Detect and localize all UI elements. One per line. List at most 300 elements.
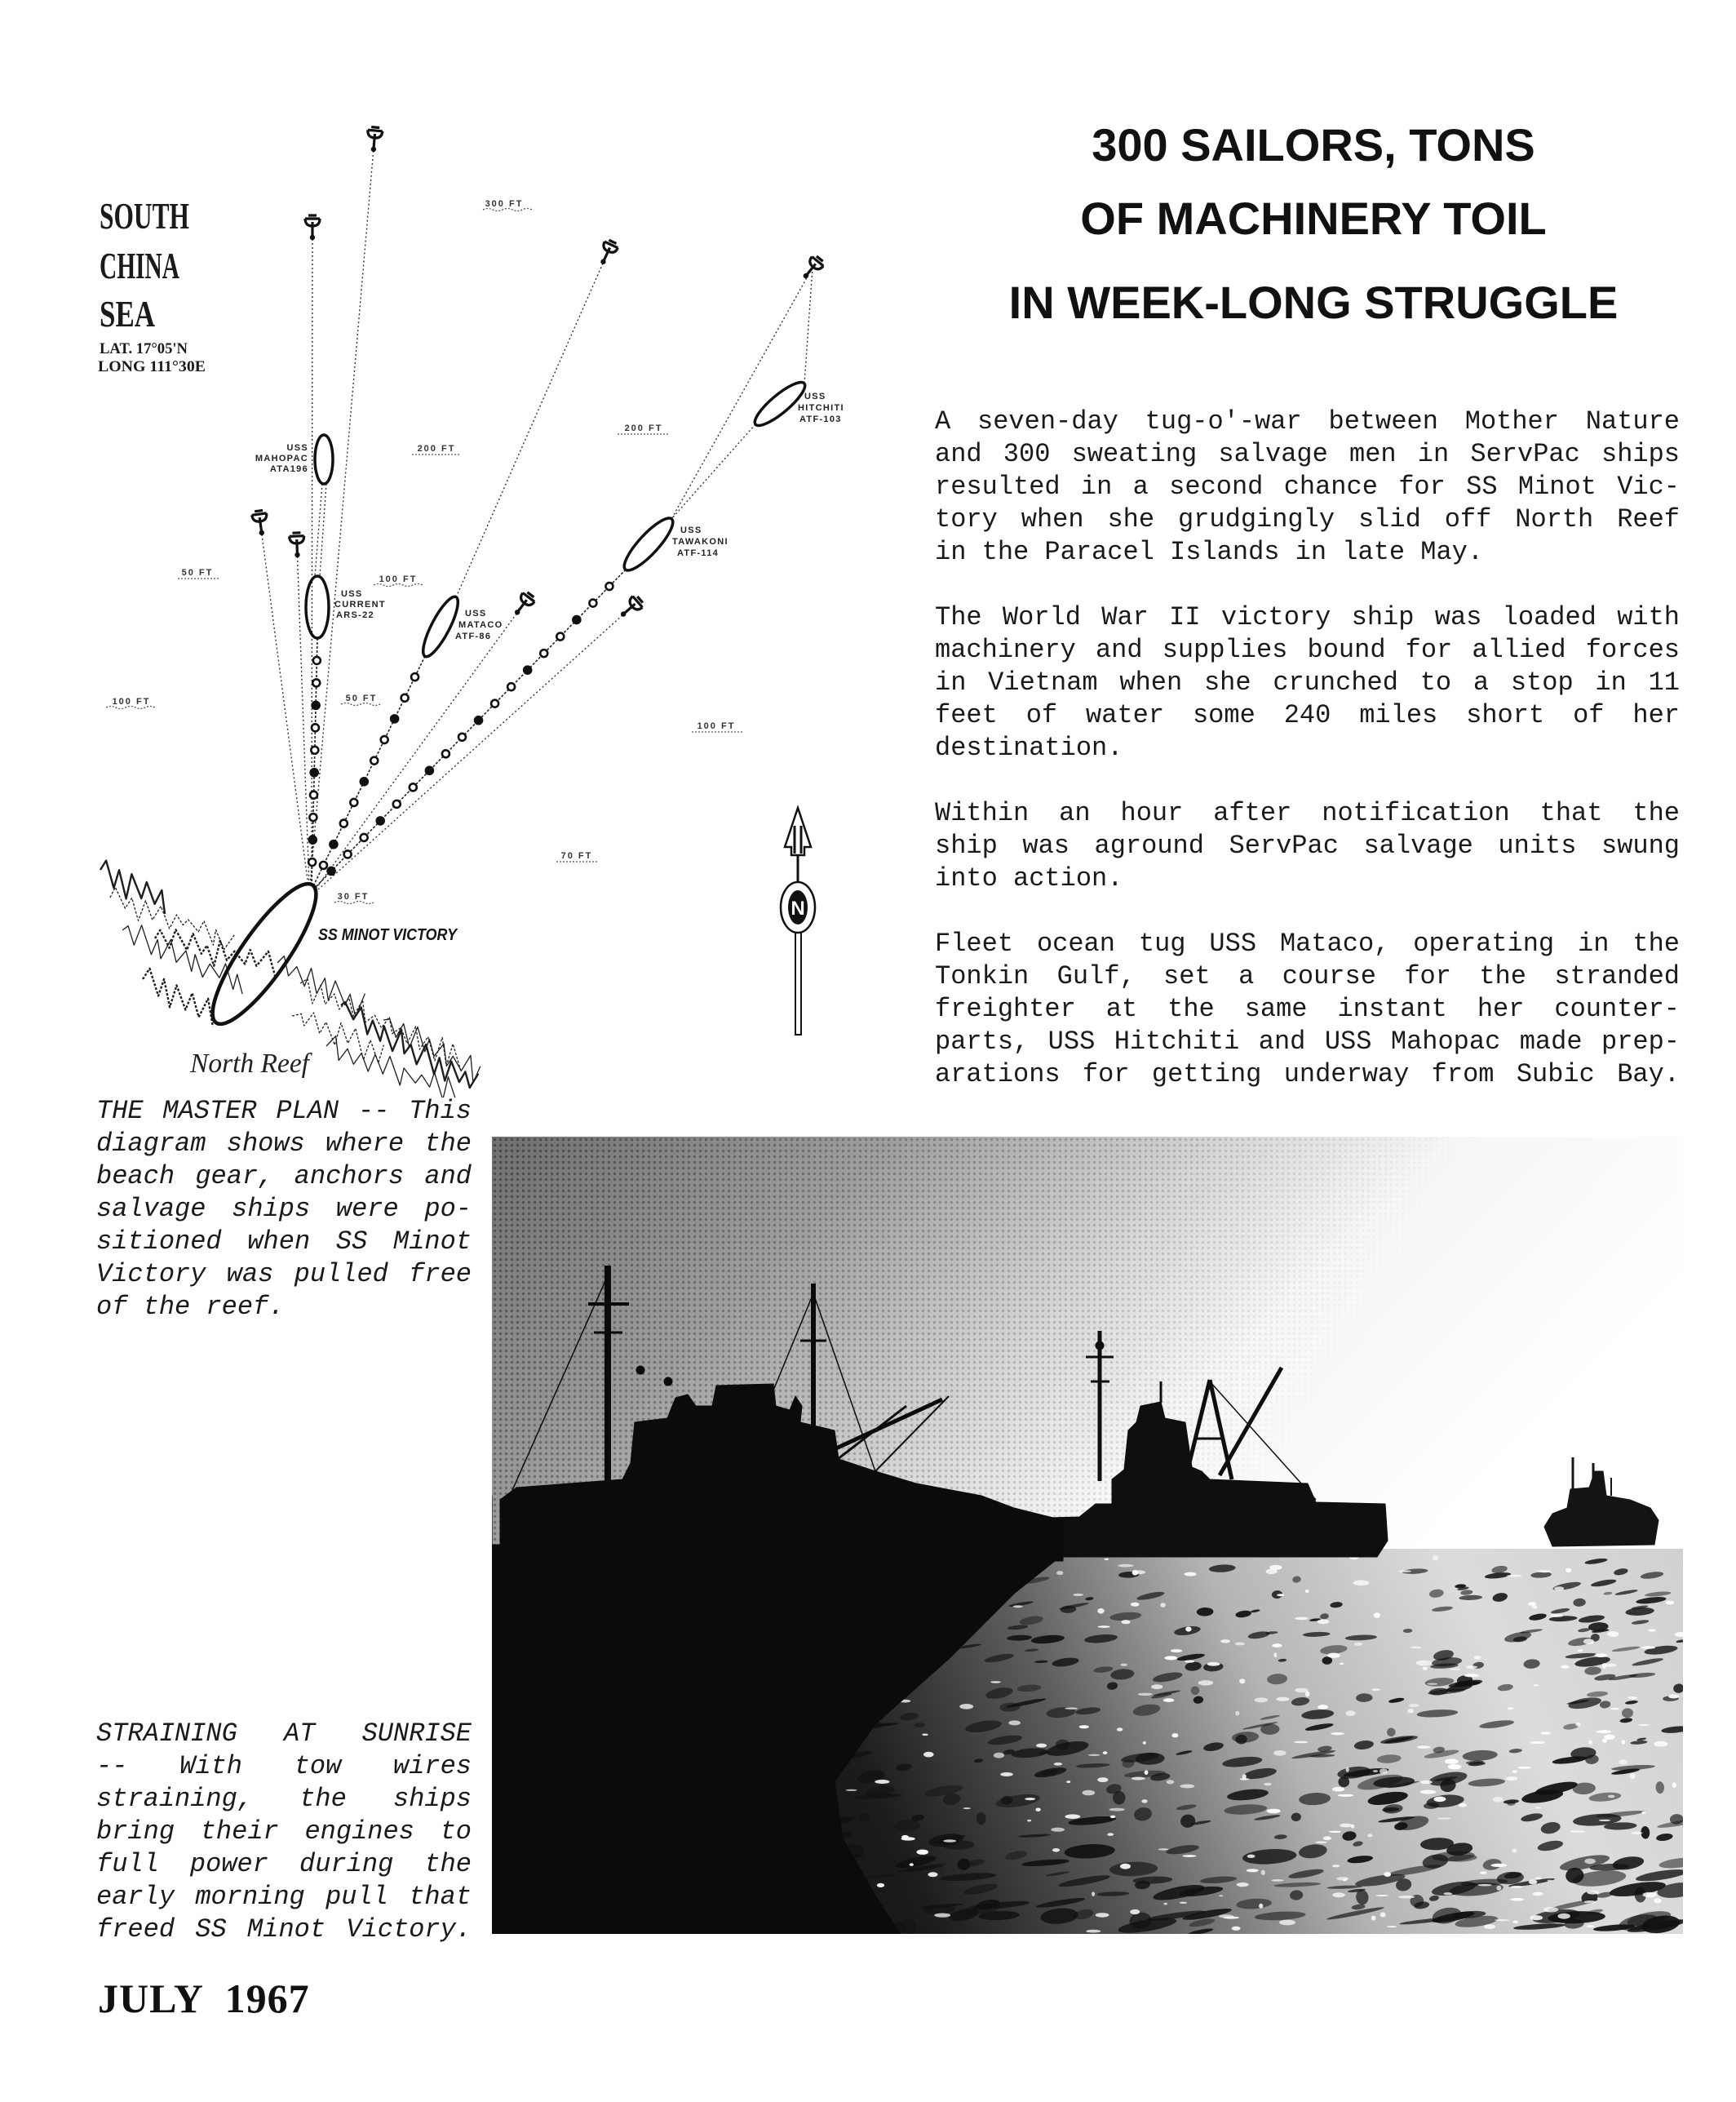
water-glint (1638, 1724, 1649, 1726)
water-glint (1277, 1594, 1284, 1596)
water-glint (846, 1789, 857, 1791)
water-glint (1036, 1744, 1047, 1748)
text-line: Victory was pulled free (96, 1259, 472, 1289)
text-line: sitioned when SS Minot (96, 1226, 472, 1257)
text-line: early morning pull that (96, 1882, 472, 1912)
water-glint (1480, 1872, 1486, 1874)
water-glint (1158, 1848, 1169, 1850)
water-glint (1507, 1575, 1522, 1577)
beach-gear-bead (320, 862, 327, 869)
water-glint (1578, 1649, 1583, 1652)
water-glint (1551, 1614, 1564, 1617)
water-glint (1051, 1828, 1065, 1832)
water-glint (1604, 1664, 1616, 1667)
water-glint (1083, 1790, 1096, 1796)
depth-label (374, 574, 423, 587)
water-glint (1398, 1896, 1415, 1898)
text-line: parts, USS Hitchiti and USS Mahopac made prep- (935, 1027, 1680, 1057)
water-glint (1088, 1754, 1100, 1756)
ship-label-hitchiti (798, 392, 844, 424)
longitude-label: LONG 111°30E (98, 358, 206, 375)
headline-line-2: OF MACHINERY TOIL (1080, 193, 1547, 244)
water-glint (1512, 1849, 1517, 1853)
depth-text: 300 FT (485, 199, 524, 209)
water-glint (1264, 1783, 1272, 1785)
depth-text: 200 FT (624, 424, 663, 433)
water-glint (1407, 1709, 1414, 1714)
water-glint (1642, 1812, 1645, 1814)
freighter-signal (636, 1366, 644, 1374)
text-line: resulted in a second chance for SS Minot Vic- (935, 472, 1680, 502)
salvage-plan-diagram (0, 0, 897, 1098)
water-glint (1464, 1674, 1479, 1677)
ship-label-line: ATF-103 (799, 415, 842, 424)
depth-text: 100 FT (112, 697, 151, 707)
water-glint (1510, 1898, 1524, 1901)
water-glint (1437, 1818, 1451, 1820)
sea-label-south: SOUTH (100, 195, 190, 237)
anchor-icon (305, 215, 320, 240)
water-glint (1331, 1732, 1344, 1735)
text-line: diagram shows where the (96, 1129, 472, 1159)
water-glint (1445, 1758, 1459, 1763)
water-glint (1506, 1776, 1517, 1780)
ship-mataco-marker (417, 593, 463, 661)
water-glint (1511, 1886, 1522, 1888)
water-glint (1541, 1732, 1551, 1734)
paragraph (935, 601, 1680, 765)
depth-label (178, 568, 219, 579)
water-glint (1167, 1780, 1175, 1784)
tow-wire (456, 252, 608, 597)
water-glint (1587, 1925, 1595, 1927)
water-glint (1107, 1833, 1114, 1836)
water-glint (1374, 1612, 1380, 1618)
water-glint (1416, 1661, 1433, 1666)
ship-label-line: USS (465, 609, 487, 619)
anchor-icon (366, 126, 383, 153)
paragraph (96, 1095, 472, 1324)
anchor-icon (510, 590, 537, 619)
ship-label-line: ARS-22 (336, 610, 374, 620)
water-glint (1575, 1723, 1580, 1727)
water-glint (1596, 1730, 1612, 1733)
water-glint (1433, 1797, 1446, 1803)
water-glint (1056, 1571, 1063, 1575)
water-glint (1607, 1631, 1619, 1637)
beach-gear-bead (410, 783, 417, 791)
beach-gear-bead (426, 767, 433, 774)
tow-wire (671, 268, 813, 519)
beach-gear-bead (312, 679, 320, 686)
water-glint (1120, 1864, 1131, 1869)
water-glint (1668, 1695, 1679, 1699)
water-glint (1327, 1653, 1340, 1658)
text-line: arations for getting underway from Subic Bay. (935, 1059, 1680, 1089)
photo-image (492, 1137, 1683, 1934)
water-glint (1247, 1869, 1259, 1872)
water-glint (1632, 1832, 1643, 1834)
beach-gear-bead (391, 715, 398, 722)
text-line: bring their engines to (96, 1816, 472, 1847)
water-glint (1247, 1855, 1256, 1858)
ship-label-mahopac (255, 443, 308, 474)
water-glint (1097, 1608, 1104, 1614)
beach-gear-bead (330, 840, 337, 848)
text-line: tory when she grudgingly slid off North Reef (935, 504, 1680, 534)
paragraph (96, 1718, 472, 1946)
beach-gear-bead (309, 836, 317, 844)
water-glint (1484, 1924, 1495, 1929)
water-glint (1160, 1603, 1166, 1608)
water-glint (959, 1704, 973, 1710)
water-glint (1079, 1725, 1089, 1728)
water-glint (1346, 1767, 1349, 1772)
water-glint (1495, 1919, 1509, 1921)
beach-gear-bead (507, 683, 515, 690)
sea-label-china: CHINA (100, 245, 179, 286)
water-glint (1185, 1572, 1197, 1576)
water-glint (1273, 1652, 1277, 1657)
beach-gear-bead (308, 858, 316, 866)
water-glint (1259, 1904, 1263, 1909)
anchor-icon (289, 533, 304, 558)
water-glint (1132, 1570, 1146, 1574)
water-glint (877, 1883, 884, 1887)
beach-gear-bead (411, 673, 418, 681)
water-glint (1604, 1735, 1615, 1740)
water-glint (1065, 1708, 1077, 1710)
beach-gear-bead (589, 600, 596, 607)
text-line: Tonkin Gulf, set a course for the stranded (935, 961, 1680, 991)
water-glint (1121, 1664, 1128, 1666)
text-line: ship was aground ServPac salvage units swung (935, 831, 1680, 861)
water-glint (1450, 1668, 1460, 1670)
text-line: and 300 sweating salvage men in ServPac ships (935, 439, 1680, 469)
depth-text: 30 FT (337, 892, 370, 902)
beach-gear-bead (573, 616, 580, 623)
water-glint (1332, 1865, 1340, 1867)
water-glint (1336, 1877, 1348, 1880)
beach-gear-bead (350, 799, 357, 806)
water-glint (1098, 1625, 1110, 1628)
water-glint (1171, 1649, 1182, 1652)
water-glint (1323, 1836, 1331, 1840)
water-glint (1643, 1892, 1657, 1898)
water-glint (1105, 1559, 1109, 1560)
water-glint (1543, 1907, 1558, 1912)
water-glint (1654, 1741, 1667, 1747)
beach-gear-bead (605, 583, 613, 590)
water-glint (1145, 1770, 1149, 1775)
anchor-icon (596, 239, 619, 268)
water-glint (1240, 1778, 1250, 1780)
text-line: of the reef. (96, 1292, 285, 1322)
water-glint (1538, 1570, 1552, 1572)
water-glint (1619, 1759, 1628, 1764)
water-glint (1163, 1698, 1174, 1702)
water-glint (1000, 1772, 1013, 1776)
water-glint (1517, 1767, 1531, 1769)
water-glint (1271, 1879, 1283, 1882)
text-line: Within an hour after notification that the (935, 798, 1680, 828)
water-glint (1608, 1795, 1615, 1798)
text-line: in the Paracel Islands in late May. (935, 537, 1484, 567)
text-line: A seven-day tug-o'-war between Mother Nature (935, 406, 1680, 437)
water-glint (1073, 1594, 1083, 1596)
water-glint (1666, 1601, 1675, 1605)
freighter-signal (664, 1377, 672, 1386)
depth-label (618, 424, 670, 434)
diagram-caption (96, 1095, 472, 1356)
beach-gear-bead (311, 769, 318, 776)
water-glint (1092, 1891, 1095, 1896)
water-glint (1143, 1741, 1146, 1745)
beach-gear-bead (524, 667, 531, 674)
beach-gear-wire (313, 656, 425, 886)
water-glint (1318, 1619, 1329, 1624)
beach-gear-bead (344, 850, 352, 858)
tow-wire (804, 268, 813, 384)
water-glint (1232, 1927, 1241, 1931)
water-glint (1097, 1777, 1108, 1782)
stranded-ship-label: SS MINOT VICTORY (318, 926, 458, 944)
reef-scribble (122, 925, 242, 994)
beach-gear-bead (312, 724, 319, 731)
depth-text: 70 FT (560, 851, 593, 861)
water-glint (1329, 1831, 1341, 1833)
water-glint (1276, 1697, 1289, 1701)
north-arrow-icon (781, 808, 815, 1035)
tug-radar (1096, 1341, 1104, 1350)
depth-label (692, 721, 742, 732)
text-line: freed SS Minot Victory. (96, 1914, 472, 1945)
water-glint (1295, 1617, 1309, 1621)
photo-caption (96, 1718, 472, 1979)
water-glint (1151, 1684, 1162, 1689)
depth-text: 200 FT (417, 444, 456, 454)
reef-scribble (155, 929, 276, 977)
water-glint (875, 1780, 889, 1784)
tow-wire (318, 607, 631, 889)
water-glint (1602, 1739, 1607, 1743)
water-glint (1535, 1807, 1541, 1808)
water-glint (1332, 1787, 1344, 1792)
water-glint (1261, 1870, 1265, 1875)
water-glint (1235, 1643, 1245, 1646)
ship-label-line: HITCHITI (798, 403, 844, 413)
water-glint (1315, 1841, 1327, 1843)
water-glint (1052, 1848, 1060, 1852)
water-glint (1448, 1764, 1462, 1769)
text-line: straining, the ships (96, 1784, 472, 1814)
water-glint (1294, 1741, 1309, 1744)
text-line: machinery and supplies bound for allied forces (935, 635, 1680, 665)
depth-text: 100 FT (379, 574, 418, 584)
ship-label-line: USS (804, 392, 826, 401)
water-glint (1512, 1771, 1517, 1773)
reef-scribble (300, 979, 461, 1073)
beach-gear-bead (311, 747, 318, 754)
beach-gear-bead (377, 817, 384, 824)
beach-gear-bead (328, 867, 335, 875)
ship-current-marker (306, 576, 329, 638)
water-glint (1086, 1930, 1100, 1933)
text-line: STRAINING AT SUNRISE (96, 1718, 472, 1749)
water-glint (1096, 1913, 1109, 1918)
water-glint (1491, 1864, 1507, 1867)
water-glint (1628, 1696, 1637, 1699)
water-glint (1588, 1741, 1592, 1745)
water-glint (917, 1850, 929, 1855)
depth-text: 50 FT (345, 694, 378, 703)
text-line: feet of water some 240 miles short of her (935, 700, 1680, 730)
beach-gear-bead (313, 657, 321, 664)
water-glint (1255, 1697, 1269, 1702)
text-line: in Vietnam when she crunched to a stop in 11 (935, 667, 1680, 698)
water-glint (1417, 1745, 1431, 1749)
water-glint (1387, 1926, 1397, 1927)
ships-at-sunrise-photo (492, 1137, 1683, 1934)
water-glint (1066, 1780, 1070, 1783)
depth-label (556, 851, 599, 862)
water-glint (922, 1734, 928, 1736)
water-glint (1338, 1794, 1354, 1797)
water-glint (1138, 1693, 1153, 1696)
water-glint (1427, 1683, 1437, 1685)
water-glint (1207, 1662, 1220, 1666)
water-glint (1599, 1820, 1610, 1821)
water-glint (994, 1753, 1004, 1758)
water-glint (1103, 1751, 1108, 1754)
water-glint (1008, 1720, 1021, 1725)
depth-label (334, 892, 374, 904)
water-glint (1272, 1643, 1282, 1647)
water-glint (1164, 1656, 1177, 1660)
ship-label-line: USS (680, 526, 702, 535)
water-glint (1109, 1808, 1124, 1812)
water-glint (1529, 1879, 1538, 1884)
water-glint (1279, 1920, 1295, 1926)
water-glint (1459, 1803, 1467, 1807)
paragraph (935, 797, 1680, 895)
water-glint (1118, 1564, 1133, 1568)
water-glint (1533, 1684, 1538, 1686)
water-glint (1131, 1603, 1140, 1607)
water-glint (1267, 1809, 1281, 1814)
depth-label (106, 697, 155, 709)
tow-wires (260, 139, 813, 889)
text-line: THE MASTER PLAN -- This (96, 1096, 472, 1126)
water-glint (1466, 1665, 1478, 1669)
text-line: full power during the (96, 1849, 472, 1879)
water-glint (1013, 1605, 1023, 1608)
water-glint (1443, 1892, 1452, 1895)
depth-text: 100 FT (697, 721, 736, 731)
sea-label-sea: SEA (100, 293, 155, 335)
water-glint (1235, 1711, 1239, 1716)
water-glint (963, 1807, 971, 1809)
beach-gear-bead (475, 716, 482, 724)
water-glint (1340, 1663, 1344, 1665)
beach-gear-bead (401, 694, 409, 702)
reef-label: North Reef (189, 1049, 313, 1079)
water-glint (1622, 1740, 1626, 1745)
water-glint (1182, 1855, 1196, 1857)
water-glint (1654, 1898, 1662, 1903)
tow-wire (260, 522, 308, 886)
water-glint (1566, 1568, 1571, 1572)
beach-gear-bead (312, 702, 320, 709)
water-glint (943, 1839, 956, 1842)
water-glint (1583, 1900, 1596, 1904)
water-glint (1141, 1799, 1147, 1803)
water-glint (1474, 1656, 1481, 1659)
reef-scribble (100, 861, 165, 914)
water-glint (934, 1914, 950, 1918)
issue-date: JULY 1967 (98, 1976, 310, 2021)
beach-gear-bead (310, 792, 317, 799)
water-glint (1584, 1859, 1596, 1865)
water-glint (1587, 1891, 1598, 1895)
tow-wire (320, 484, 326, 576)
ship-label-line: ATF-86 (455, 632, 492, 641)
water-glint (928, 1872, 938, 1877)
water-glint (1220, 1639, 1230, 1643)
water-glint (1420, 1790, 1437, 1794)
arrow-shaft (795, 932, 801, 1035)
north-arrow-head (785, 808, 811, 855)
headline-line-1: 300 SAILORS, TONS (1092, 119, 1535, 171)
water-glint (1185, 1661, 1194, 1663)
water-glint (1035, 1808, 1040, 1812)
water-glint (1496, 1886, 1501, 1891)
beach-gear-bead (442, 750, 450, 757)
text-line: Fleet ocean tug USS Mataco, operating in the (935, 929, 1680, 959)
latitude-label: LAT. 17°05'N (100, 340, 188, 357)
water-glint (1648, 1629, 1655, 1631)
water-glint (1570, 1830, 1585, 1833)
water-glint (1224, 1917, 1239, 1919)
water-glint (1530, 1915, 1543, 1920)
beach-gear-wire (312, 638, 317, 885)
beach-gear-bead (540, 650, 547, 657)
water-glint (1554, 1586, 1564, 1590)
anchor-icon (617, 594, 645, 621)
paragraph (935, 928, 1680, 1091)
water-glint (1121, 1620, 1130, 1624)
water-glint (1239, 1678, 1245, 1683)
water-glint (1185, 1626, 1191, 1631)
ship-label-current (334, 589, 386, 620)
water-glint (1132, 1777, 1145, 1780)
water-glint (1367, 1834, 1372, 1837)
text-line: into action. (935, 863, 1123, 894)
text-line: freighter at the same instant her counter- (935, 994, 1680, 1024)
water-glint (1353, 1581, 1370, 1586)
water-glint (1512, 1921, 1518, 1924)
water-glint (1340, 1824, 1352, 1828)
beach-gear-bead (370, 757, 378, 765)
water-glint (1198, 1680, 1214, 1685)
water-glint (1163, 1903, 1167, 1905)
water-glint (1630, 1773, 1636, 1779)
water-glint (1533, 1892, 1543, 1896)
ship-label-line: MATACO (458, 620, 503, 630)
text-line: -- With tow wires (96, 1751, 472, 1781)
water-glint (1295, 1688, 1309, 1693)
water-glint (1672, 1782, 1676, 1788)
